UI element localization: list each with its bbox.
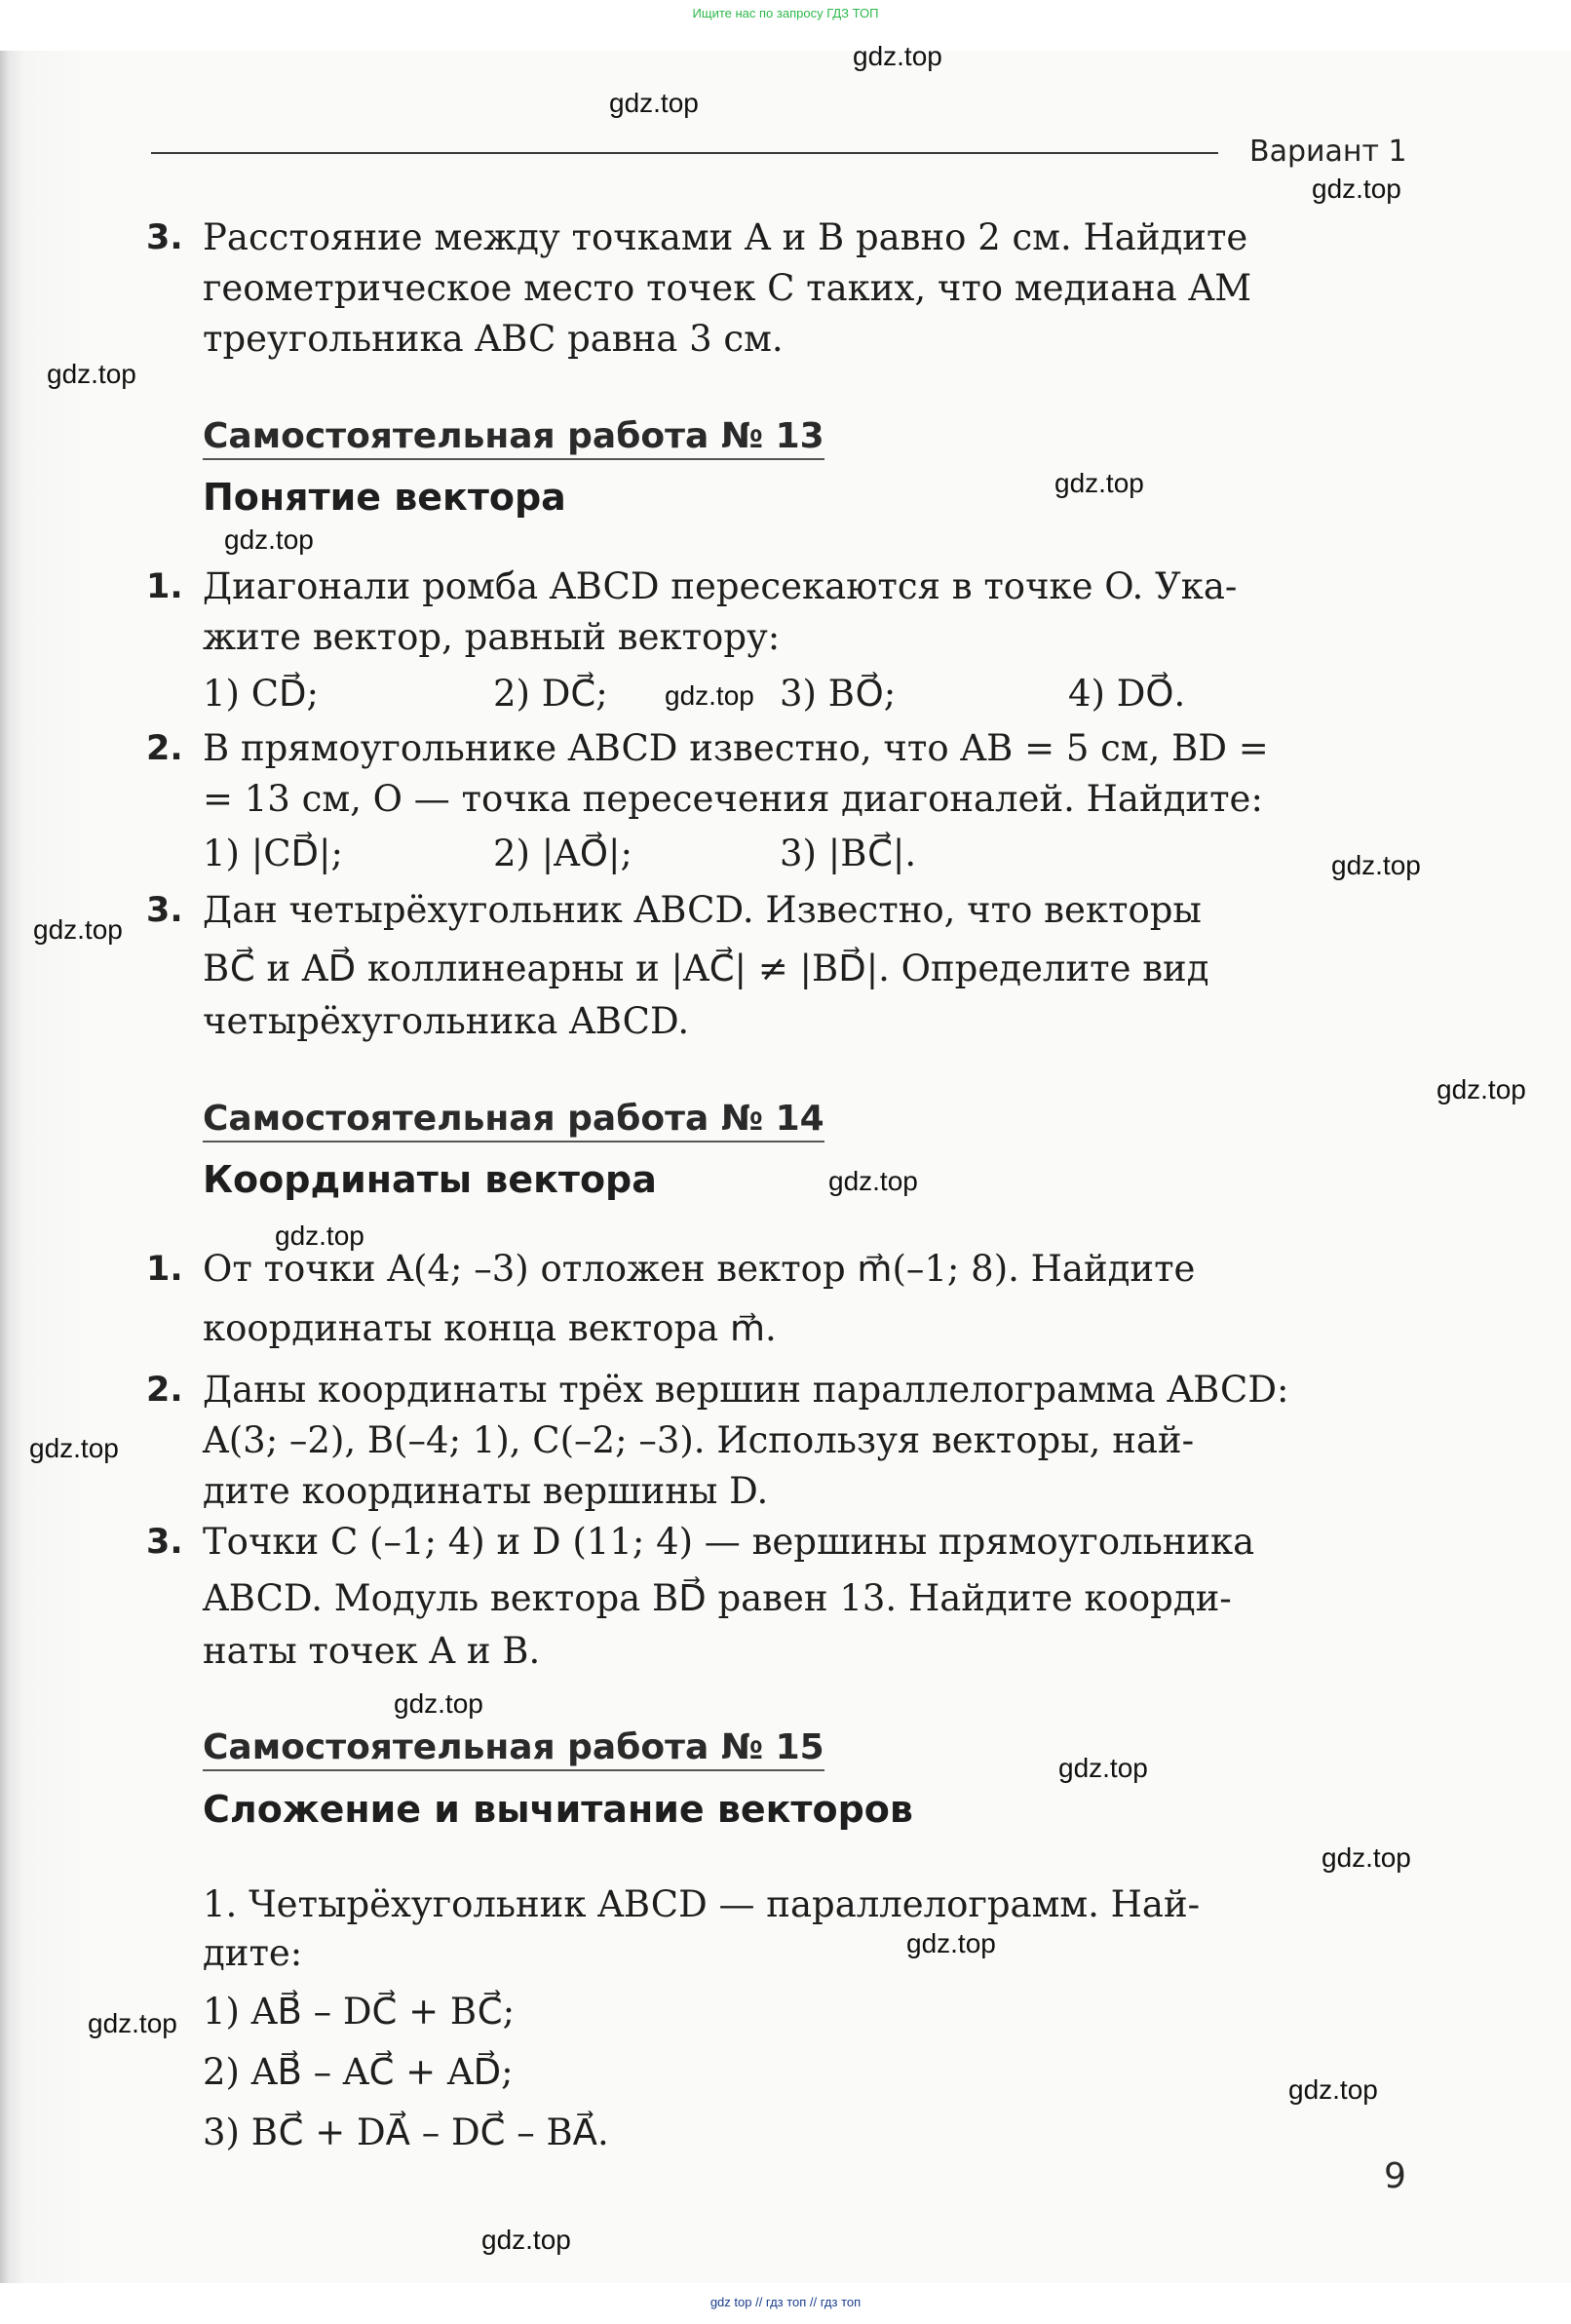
watermark: gdz.top bbox=[828, 1166, 918, 1196]
watermark: gdz.top bbox=[1331, 850, 1421, 880]
watermark: gdz.top bbox=[906, 1928, 996, 1958]
watermark: gdz.top bbox=[275, 1220, 364, 1251]
header-rule bbox=[151, 152, 1218, 154]
answer-option: 2) DC⃗; bbox=[493, 673, 608, 715]
task-text-line: От точки A(4; –3) отложен вектор m⃗(–1; 8). Найдите bbox=[203, 1248, 1196, 1290]
task-text-line: дите координаты вершины D. bbox=[203, 1470, 769, 1512]
task-text-line: В прямоугольнике ABCD известно, что AB = 5 см, BD = bbox=[203, 727, 1269, 769]
task-number: 2. bbox=[146, 1371, 183, 1410]
page-number: 9 bbox=[1384, 2156, 1406, 2196]
textbook-page bbox=[0, 41, 1571, 2283]
answer-option: 1) AB⃗ – DC⃗ + BC⃗; bbox=[203, 1991, 516, 2033]
section-topic: Сложение и вычитание векторов bbox=[203, 1788, 913, 1831]
watermark: gdz.top bbox=[1054, 468, 1144, 498]
watermark: gdz.top bbox=[481, 2225, 571, 2255]
answer-option: 4) DO⃗. bbox=[1068, 673, 1186, 715]
task-text-line: Точки C (–1; 4) и D (11; 4) — вершины прямоугольника bbox=[203, 1521, 1255, 1563]
task-text-line: Диагонали ромба ABCD пересекаются в точке O. Ука- bbox=[203, 565, 1238, 607]
top-banner[interactable]: Ищите нас по запросу ГДЗ ТОП bbox=[692, 6, 879, 20]
watermark: gdz.top bbox=[224, 524, 314, 555]
section-topic: Понятие вектора bbox=[203, 476, 566, 519]
task-text-line: A(3; –2), B(–4; 1), C(–2; –3). Используя векторы, най- bbox=[203, 1419, 1195, 1461]
answer-option: 2) |AO⃗|; bbox=[493, 833, 632, 874]
task-text-line: геометрическое место точек C таких, что медиана AM bbox=[203, 267, 1252, 309]
watermark: gdz.top bbox=[1312, 174, 1401, 204]
watermark: gdz.top bbox=[33, 914, 123, 945]
watermark: gdz.top bbox=[88, 2008, 177, 2038]
answer-option: 1) CD⃗; bbox=[203, 673, 320, 715]
answer-option: 3) |BC⃗|. bbox=[780, 833, 917, 874]
watermark: gdz.top bbox=[47, 359, 136, 389]
task-number: 1. bbox=[146, 1250, 183, 1289]
task-text-line: наты точек A и B. bbox=[203, 1630, 541, 1672]
task-number: 2. bbox=[146, 729, 183, 768]
section-topic: Координаты вектора bbox=[203, 1158, 657, 1201]
watermark: gdz.top bbox=[609, 88, 699, 118]
task-text-line: жите вектор, равный вектору: bbox=[203, 616, 781, 658]
task-text-line: координаты конца вектора m⃗. bbox=[203, 1307, 777, 1349]
answer-option: 1) |CD⃗|; bbox=[203, 833, 343, 874]
watermark: gdz.top bbox=[853, 41, 942, 71]
watermark: gdz.top bbox=[1322, 1842, 1411, 1873]
answer-option: 3) BC⃗ + DA⃗ – DC⃗ – BA⃗. bbox=[203, 2111, 609, 2153]
task-number: 3. bbox=[146, 218, 183, 257]
task-number: 3. bbox=[146, 1523, 183, 1562]
watermark: gdz.top bbox=[665, 680, 754, 711]
task-number: 3. bbox=[146, 891, 183, 930]
section-title: Самостоятельная работа № 15 bbox=[203, 1727, 824, 1771]
watermark: gdz.top bbox=[1437, 1074, 1526, 1104]
task-text-line: дите: bbox=[203, 1932, 303, 1974]
task-text-line: = 13 см, O — точка пересечения диагоналей. Найдите: bbox=[203, 778, 1263, 820]
watermark: gdz.top bbox=[1058, 1753, 1148, 1783]
task-text-line: 1. Четырёхугольник ABCD — параллелограмм. Най- bbox=[203, 1883, 1201, 1925]
task-text-line: треугольника ABC равна 3 см. bbox=[203, 318, 784, 360]
watermark: gdz.top bbox=[1288, 2074, 1378, 2105]
task-text-line: ABCD. Модуль вектора BD⃗ равен 13. Найдите коорди- bbox=[203, 1577, 1232, 1619]
answer-option: 3) BO⃗; bbox=[780, 673, 897, 715]
task-text-line: Даны координаты трёх вершин параллелограмма ABCD: bbox=[203, 1369, 1289, 1411]
answer-option: 2) AB⃗ – AC⃗ + AD⃗; bbox=[203, 2051, 514, 2093]
task-text-line: Дан четырёхугольник ABCD. Известно, что векторы bbox=[203, 889, 1202, 931]
task-text-line: четырёхугольника ABCD. bbox=[203, 1000, 690, 1042]
watermark: gdz.top bbox=[394, 1688, 483, 1719]
task-text-line: BC⃗ и AD⃗ коллинеарны и |AC⃗| ≠ |BD⃗|. Определите вид bbox=[203, 948, 1209, 989]
task-number: 1. bbox=[146, 567, 183, 606]
task-text-line: Расстояние между точками A и B равно 2 см. Найдите bbox=[203, 216, 1248, 258]
section-title: Самостоятельная работа № 14 bbox=[203, 1099, 824, 1143]
bottom-banner[interactable]: gdz top // гдз топ // гдз топ bbox=[709, 2295, 862, 2309]
variant-label: Вариант 1 bbox=[1249, 135, 1407, 169]
watermark: gdz.top bbox=[29, 1433, 119, 1463]
section-title: Самостоятельная работа № 13 bbox=[203, 416, 824, 460]
